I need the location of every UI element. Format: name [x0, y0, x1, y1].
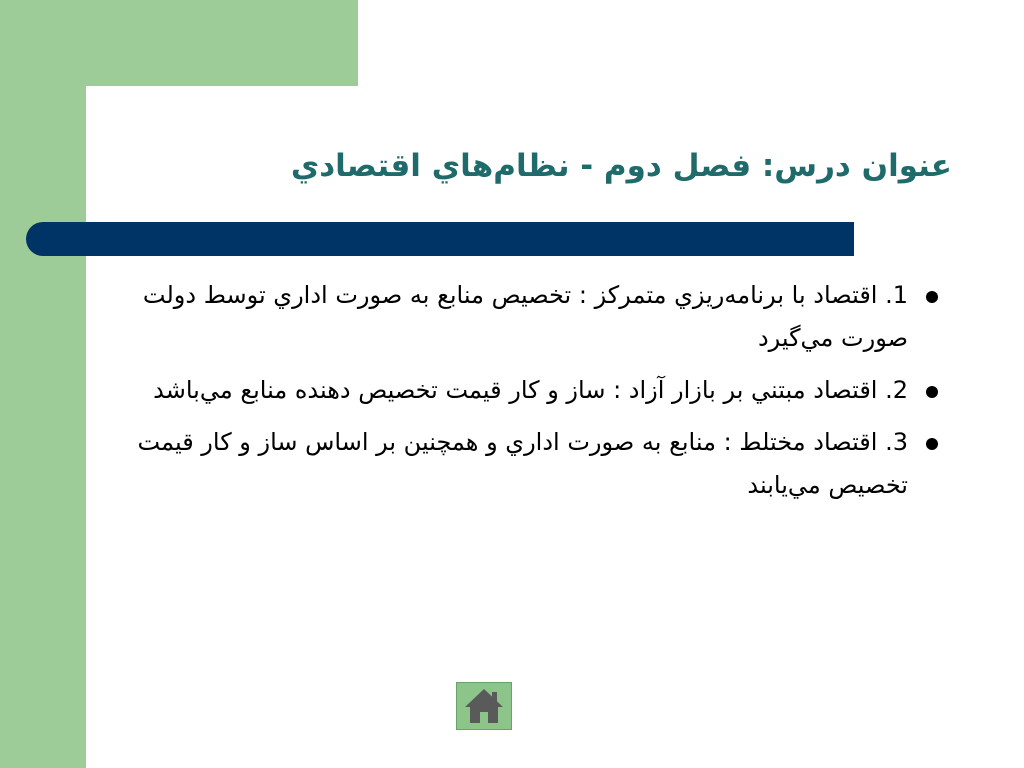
home-icon [457, 683, 511, 729]
title-underline-bar [26, 222, 854, 256]
bullet-dot [926, 386, 938, 398]
slide-title: عنوان درس: فصل دوم - نظام‌هاي اقتصادي [290, 148, 952, 184]
decorative-green-sidebar [0, 0, 86, 768]
list-item-text: 3. اقتصاد مختلط : منابع به صورت اداري و همچنين بر اساس ساز و كار قيمت تخصيص مي‌يابند [137, 428, 908, 499]
home-button[interactable] [456, 682, 512, 730]
list-item [100, 421, 948, 507]
list-item-text: 2. اقتصاد مبتني بر بازار آزاد : ساز و كار قيمت تخصيص دهنده منابع مي‌باشد [153, 376, 908, 404]
bullet-list [100, 274, 948, 516]
list-item [100, 274, 948, 360]
list-item-text: 1. اقتصاد با برنامه‌ريزي متمركز : تخصيص منابع به صورت اداري توسط دولت صورت مي‌گيرد [142, 281, 908, 352]
decorative-green-top [0, 0, 358, 86]
bullet-dot [926, 291, 938, 303]
list-item [100, 369, 948, 412]
bullet-dot [926, 438, 938, 450]
